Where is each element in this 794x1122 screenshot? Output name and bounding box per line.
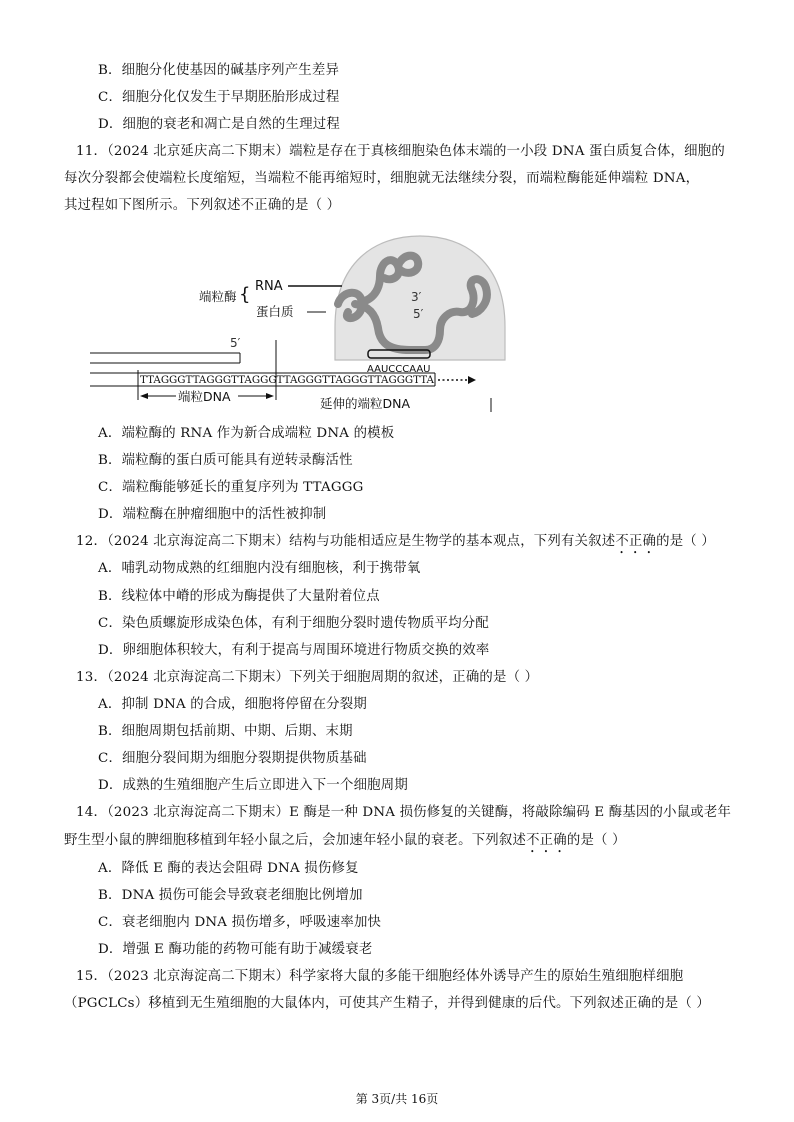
q13-option-d: D．成熟的生殖细胞产生后立即进入下一个细胞周期 <box>98 778 408 793</box>
telomerase-diagram <box>80 232 510 422</box>
q12-option-a: A．哺乳动物成熟的红细胞内没有细胞核，利于携带氧 <box>98 561 421 576</box>
telomere-dna-label: 端粒DNA <box>178 389 231 404</box>
q13-stem: 13．（2024 北京海淀高二下期末）下列关于细胞周期的叙述，正确的是（ ） <box>76 670 539 685</box>
q11-option-c: C．端粒酶能够延长的重复序列为 TTAGGG <box>98 480 364 495</box>
enzyme-brace: { <box>239 284 251 305</box>
q12-stem-text: 12．（2024 北京海淀高二下期末）结构与功能相适应是生物学的基本观点，下列有关叙述 <box>76 534 616 549</box>
q13-option-a: A．抑制 DNA 的合成，细胞将停留在分裂期 <box>98 697 367 712</box>
q14-stem-text: 野生型小鼠的脾细胞移植到年轻小鼠之后，会加速年轻小鼠的衰老。下列叙述 <box>64 833 527 848</box>
q12-option-d: D．卵细胞体积较大，有利于提高与周围环境进行物质交换的效率 <box>98 643 490 658</box>
five-prime-label-enzyme: 5′ <box>413 307 424 321</box>
q11-option-b: B．端粒酶的蛋白质可能具有逆转录酶活性 <box>98 453 353 468</box>
q14-stem-line-1: 14．（2023 北京海淀高二下期末）E 酶是一种 DNA 损伤修复的关键酶，将敲除编码 E 酶基因的小鼠或老年 <box>76 805 732 820</box>
q15-stem-line-1: 15．（2023 北京海淀高二下期末）科学家将大鼠的多能干细胞经体外诱导产生的原始生殖细胞样细胞 <box>76 969 684 984</box>
q10-option-d: D．细胞的衰老和凋亡是自然的生理过程 <box>98 117 340 132</box>
page-footer: 第 3页/共 16页 <box>355 1092 439 1106</box>
three-prime-label: 3′ <box>411 290 422 304</box>
q14-option-d: D．增强 E 酶功能的药物可能有助于减缓衰老 <box>98 942 373 957</box>
q15-stem-line-2: （PGCLCs）移植到无生殖细胞的大鼠体内，可使其产生精子，并得到健康的后代。下列叙述正确的是（ ） <box>64 996 711 1011</box>
q14-option-c: C．衰老细胞内 DNA 损伤增多，呼吸速率加快 <box>98 915 382 930</box>
template-sequence: AAUCCCAAU <box>367 364 431 375</box>
q13-option-c: C．细胞分裂间期为细胞分裂期提供物质基础 <box>98 751 367 766</box>
q12-stem-end: 的是（ ） <box>656 534 715 549</box>
q11-stem-line-2: 每次分裂都会使端粒长度缩短，当端粒不能再缩短时，细胞就无法继续分裂，而端粒酶能延伸端粒 DNA， <box>64 171 700 186</box>
q13-option-b: B．细胞周期包括前期、中期、后期、末期 <box>98 724 353 739</box>
q10-option-b: B．细胞分化使基因的碱基序列产生差异 <box>98 63 340 78</box>
q14-stem-emphasis: 不正确 <box>526 833 567 848</box>
q14-stem-end: 的是（ ） <box>566 833 626 848</box>
rna-label: RNA <box>255 279 283 294</box>
protein-label: 蛋白质 <box>256 304 294 319</box>
q12-stem-emphasis: 不正确 <box>615 534 657 549</box>
q11-stem-line-3: 其过程如下图所示。下列叙述不正确的是（ ） <box>64 198 341 213</box>
q12-stem <box>76 533 715 557</box>
extension-arrowhead <box>468 376 476 384</box>
enzyme-label: 端粒酶 <box>199 289 237 304</box>
q10-option-c: C．细胞分化仅发生于早期胚胎形成过程 <box>98 90 340 105</box>
q11-option-d: D．端粒酶在肿瘤细胞中的活性被抑制 <box>98 507 327 522</box>
extended-telomere-label: 延伸的端粒DNA <box>320 396 411 411</box>
q12-option-b: B．线粒体中嵴的形成为酶提供了大量附着位点 <box>98 589 380 604</box>
q11-stem-line-1: 11．（2024 北京延庆高二下期末）端粒是存在于真核细胞染色体末端的一小段 DNA 蛋白质复合体，细胞的 <box>76 144 725 159</box>
q14-stem-line-2 <box>64 832 626 856</box>
q12-option-c: C．染色质螺旋形成染色体，有利于细胞分裂时遗传物质平均分配 <box>98 616 489 631</box>
q14-option-b: B．DNA 损伤可能会导致衰老细胞比例增加 <box>98 888 363 903</box>
telomere-sequence: TTAGGGTTAGGGTTAGGGTTAGGGTTAGGGTTAGGGTTA <box>140 375 435 386</box>
five-prime-label-dna: 5′ <box>230 336 241 350</box>
q11-option-a: A．端粒酶的 RNA 作为新合成端粒 DNA 的模板 <box>98 426 395 441</box>
q14-option-a: A．降低 E 酶的表达会阻碍 DNA 损伤修复 <box>98 861 359 876</box>
